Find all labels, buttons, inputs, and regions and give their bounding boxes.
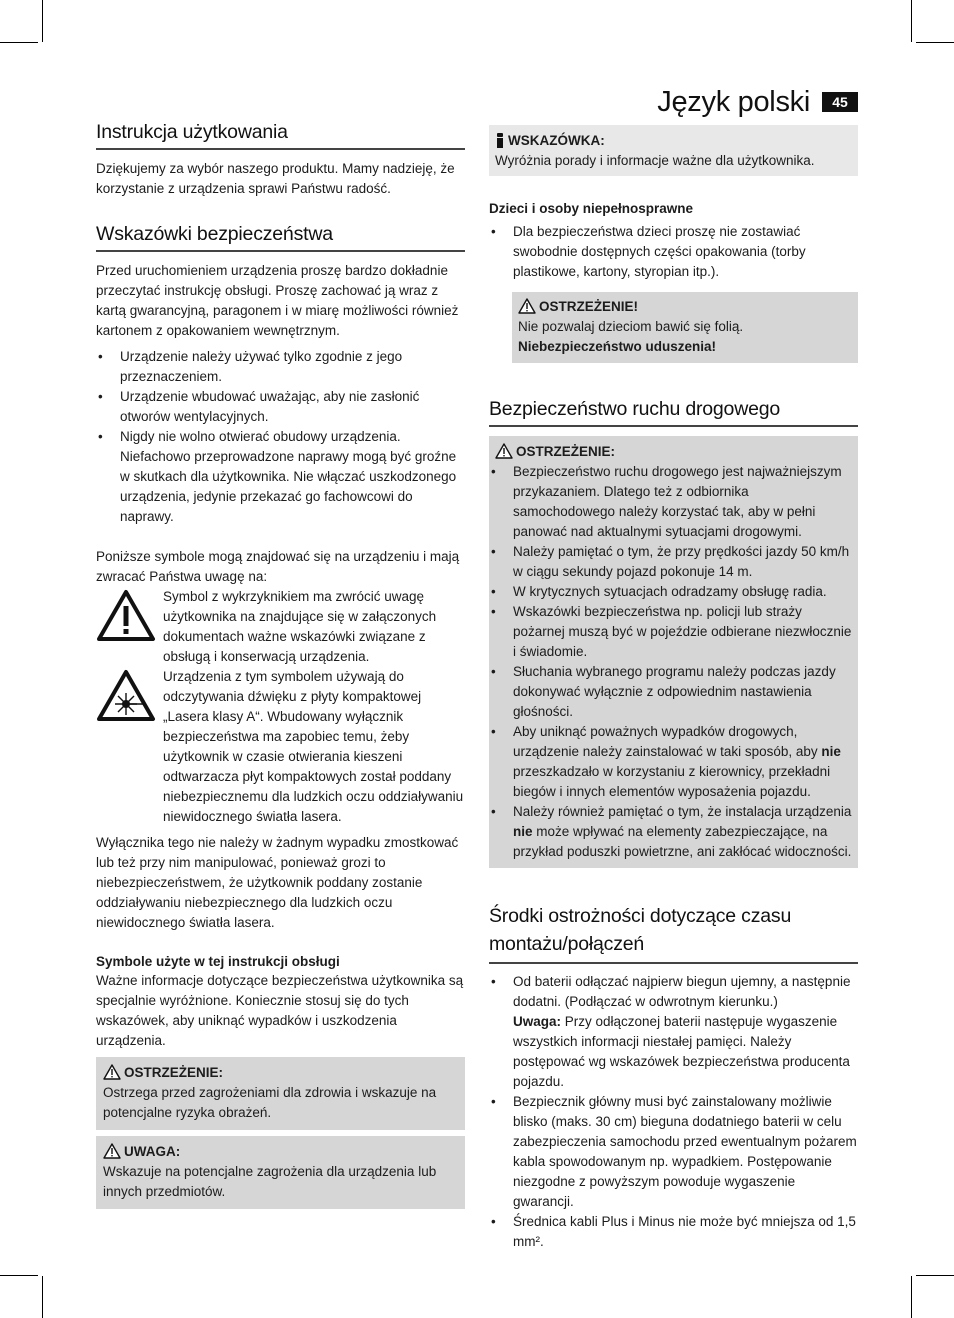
switch-paragraph: Wyłącznika tego nie należy w żadnym wypadku zmostkować lub też przy nim manipulować, ponieważ grozi to niebezpieczeństwem, że użytkownik poddany zostanie oddziaływaniu niebezpiecznego dla ludzkich oczu niewidocznego światła lasera. [96, 835, 459, 930]
road-warning-box [489, 436, 858, 868]
mounting-list [489, 972, 858, 1252]
crop-mark [911, 1276, 912, 1318]
warning-triangle-icon [103, 1064, 121, 1080]
list-item: • Wskazówki bezpieczeństwa np. policji lub straży pożarnej muszą być w pojeździe odbierane niezwłocznie i świadomie. [489, 602, 852, 662]
children-heading: Dzieci i osoby niepełnosprawne [489, 201, 694, 216]
caution-box-title: UWAGA: [124, 1144, 181, 1159]
road-warning-title: OSTRZEŻENIE: [516, 444, 616, 459]
symbol-exclaim-row [96, 587, 465, 667]
warning-box-text: Ostrzega przed zagrożeniami dla zdrowia i wskazuje na potencjalne ryzyka obrażeń. [103, 1085, 437, 1120]
list-item: • Należy pamiętać o tym, że przy prędkości jazdy 50 km/h w ciągu sekundy pojazd pokonuje 14 m. [489, 542, 852, 582]
children-warning-text: Nie pozwalaj dzieciom bawić się folią. Niebezpieczeństwo uduszenia! [518, 319, 744, 354]
right-column [489, 125, 858, 1252]
list-item: • Słuchania wybranego programu należy podczas jazdy dokonywać wyłącznie z odpowiednim nastawienia głośności. [489, 662, 852, 722]
list-item: • Dla bezpieczeństwa dzieci proszę nie zostawiać swobodnie dostępnych części opakowania (torby plastikowe, kartony, styropian itp.). [489, 222, 858, 282]
symbols-used-heading: Symbole użyte w tej instrukcji obsługi [96, 954, 340, 969]
children-warning-box [512, 292, 858, 363]
list-item: • Bezpiecznik główny musi być zainstalowany możliwie blisko (maks. 30 cm) bieguna dodatniego baterii w celu zabezpieczenia samochodu przed ewentualnym pożarem kabla spowodowanym np. wypadkiem. Postępowanie niezgodne z powyższym powoduje wygaszenie gwarancji. [489, 1092, 858, 1212]
language-title: Język polski [657, 86, 810, 118]
list-item: • Nigdy nie wolno otwierać obudowy urządzenia. Niefachowo przeprowadzone naprawy mogą być groźne w skutkach dla użytkownika. Nie włączać uszkodzonego urządzenia, jedynie przekazać go fachowcowi do naprawy. [96, 427, 465, 527]
list-item: • W krytycznych sytuacjach odradzamy obsługę radia. [489, 582, 852, 602]
crop-mark [916, 42, 954, 43]
laser-warning-icon [96, 669, 156, 723]
road-warning-list [489, 462, 852, 862]
info-icon [495, 133, 505, 148]
list-item: • Od baterii odłączać najpierw biegun ujemny, a następnie dodatni. (Podłączać w odwrotnym kierunku.) Uwaga: Przy odłączonej baterii następuje wygaszenie wszystkich informacji niestałej pamięci. Należy postępować wg wskazówek bezpieczeństwa producenta pojazdu. [489, 972, 858, 1092]
list-item: • Urządzenie należy używać tylko zgodnie z jego przeznaczeniem. [96, 347, 465, 387]
page-number: 45 [822, 92, 858, 112]
crop-mark [916, 1275, 954, 1276]
list-item: • Bezpieczeństwo ruchu drogowego jest najważniejszym przykazaniem. Dlatego też z odbiornika samochodowego należy korzystać tak, aby w pełni panować nad aktualnymi sytuacjami drogowymi. [489, 462, 852, 542]
left-column [96, 120, 465, 1209]
warning-triangle-icon [103, 1143, 121, 1159]
symbols-used-paragraph: Ważne informacje dotyczące bezpieczeństwa użytkownika są specjalnie wyróżnione. Koniecznie stosuj się do tych wskazówek, aby uniknąć wypadków i uszkodzenia urządzenia. [96, 973, 464, 1048]
warning-box-title: OSTRZEŻENIE: [124, 1065, 224, 1080]
symbol-exclaim-text: Symbol z wykrzyknikiem ma zwrócić uwagę użytkownika na znajdujące się w załączonych dokumentach ważne wskazówki związane z obsługą i konserwacją urządzenia. [163, 589, 437, 664]
caution-box [96, 1136, 465, 1209]
warning-box [96, 1057, 465, 1130]
list-item: • Aby uniknąć poważnych wypadków drogowych, urządzenie należy zainstalować w taki sposób, aby nie przeszkadzało w korzystaniu z kierownicy, przekładni biegów i innych elementów wyposażenia pojazdu. [489, 722, 852, 802]
thanks-paragraph: Dziękujemy za wybór naszego produktu. Mamy nadzieję, że korzystanie z urządzenia sprawi Państwu radość. [96, 161, 455, 196]
symbols-intro: Poniższe symbole mogą znajdować się na urządzeniu i mają zwracać Państwa uwagę na: [96, 549, 460, 584]
hint-box [489, 125, 858, 176]
safety-list [96, 347, 465, 527]
section-heading-road-safety: Bezpieczeństwo ruchu drogowego [489, 397, 858, 427]
list-item: • Należy również pamiętać o tym, że instalacja urządzenia nie może wpływać na elementy zabezpieczające, na przykład poduszki powietrzne, ani zakłócać widoczności. [489, 802, 852, 862]
list-item: • Urządzenie wbudować uważając, aby nie zasłonić otworów wentylacyjnych. [96, 387, 465, 427]
symbol-laser-row [96, 667, 465, 827]
warning-triangle-icon [96, 589, 156, 643]
section-heading-instructions: Instrukcja użytkowania [96, 120, 465, 150]
crop-mark [0, 42, 38, 43]
warning-triangle-icon [518, 298, 536, 314]
crop-mark [0, 1275, 38, 1276]
hint-box-title: WSKAZÓWKA: [508, 133, 605, 148]
children-warning-title: OSTRZEŻENIE! [539, 299, 639, 314]
children-list [489, 222, 858, 282]
crop-mark [42, 1276, 43, 1318]
crop-mark [911, 0, 912, 42]
section-heading-safety: Wskazówki bezpieczeństwa [96, 222, 465, 252]
caution-box-text: Wskazuje na potencjalne zagrożenia dla urządzenia lub innych przedmiotów. [103, 1164, 437, 1199]
crop-mark [42, 0, 43, 42]
section-heading-mounting: Środki ostrożności dotyczące czasu montażu/połączeń [489, 902, 858, 964]
warning-triangle-icon [495, 443, 513, 459]
symbol-laser-text: Urządzenia z tym symbolem używają do odczytywania dźwięku z płyty kompaktowej „Lasera klasy A“. Wbudowany wyłącznik bezpieczeństwa ma zapobiec temu, żeby użytkownik w czasie otwierania kieszeni odtwarzacza płyt kompaktowych został poddany niebezpiecznemu dla ludzkich oczu oddziaływaniu niewidocznego światła lasera. [163, 669, 464, 824]
list-item: • Średnica kabli Plus i Minus nie może być mniejsza od 1,5 mm². [489, 1212, 858, 1252]
hint-box-text: Wyróżnia porady i informacje ważne dla użytkownika. [495, 153, 815, 168]
before-use-paragraph: Przed uruchomieniem urządzenia proszę bardzo dokładnie przeczytać instrukcję obsługi. Proszę zachować ją wraz z kartą gwarancyjną, paragonem i w miarę możliwości również kartonem z opakowaniem wewnętrznym. [96, 263, 459, 338]
